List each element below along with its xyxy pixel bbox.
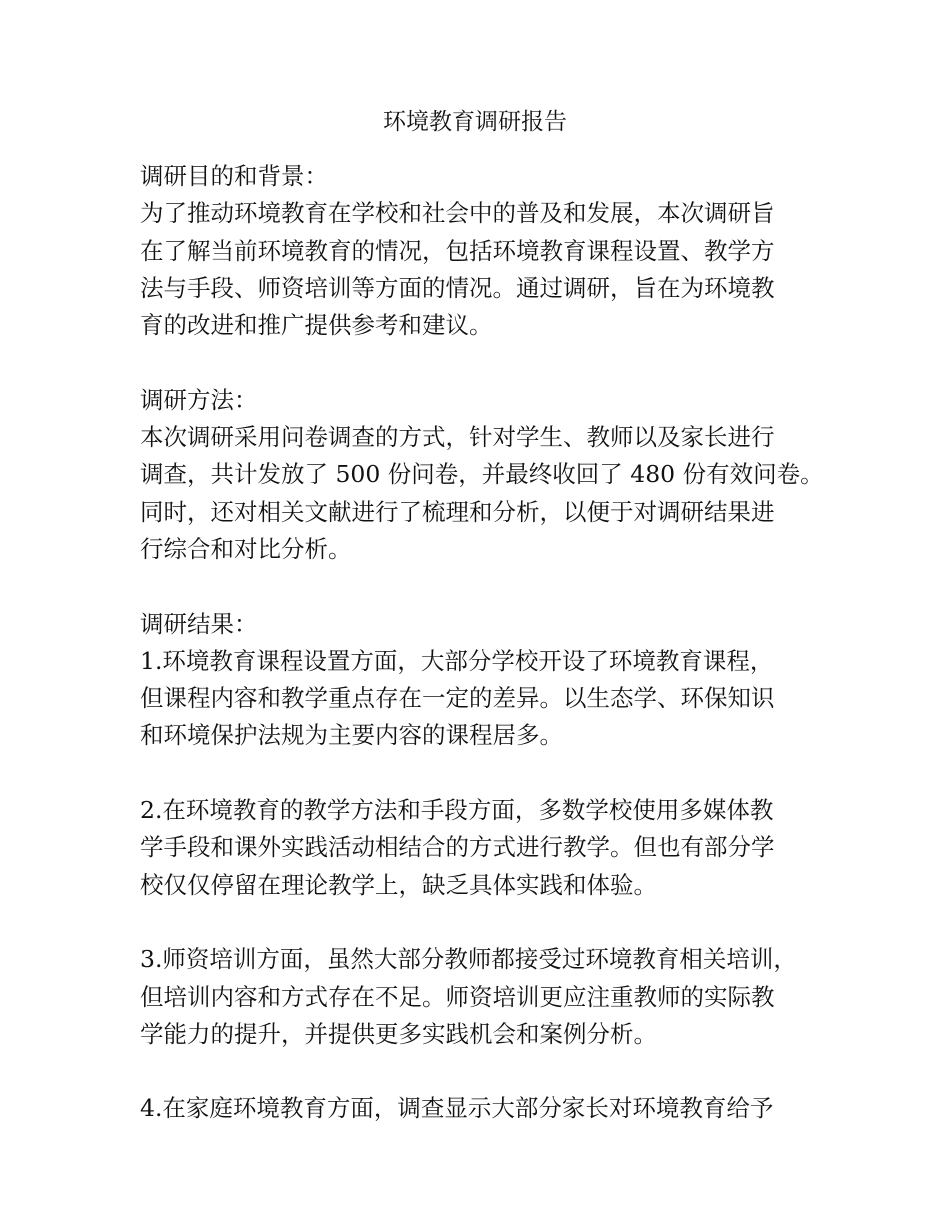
paragraph-line: 4.在家庭环境教育方面，调查显示大部分家长对环境教育给予 — [140, 1094, 774, 1123]
paragraph-line: 3.师资培训方面，虽然大部分教师都接受过环境教育相关培训， — [140, 945, 797, 974]
section-results — [140, 606, 820, 755]
paragraph-line: 校仅仅停留在理论教学上，缺乏具体实践和体验。 — [140, 870, 657, 899]
paragraph-line: 和环境保护法规为主要内容的课程居多。 — [140, 721, 563, 750]
document-body — [140, 158, 824, 1128]
paragraph-spacer — [140, 568, 820, 605]
document-title: 环境教育调研报告 — [383, 109, 567, 135]
section-purpose — [140, 158, 820, 344]
finding-teacher-training — [140, 941, 820, 1053]
paragraph-line: 法与手段、师资培训等方面的情况。通过调研，旨在为环境教 — [140, 273, 775, 302]
section-heading: 调研方法： — [140, 385, 258, 414]
paragraph-line: 2.在环境教育的教学方法和手段方面，多数学校使用多媒体教 — [140, 796, 774, 825]
paragraph-line: 但培训内容和方式存在不足。师资培训更应注重教师的实际教 — [140, 982, 775, 1011]
paragraph-line: 在了解当前环境教育的情况，包括环境教育课程设置、教学方 — [140, 236, 775, 265]
paragraph-line: 本次调研采用问卷调查的方式，针对学生、教师以及家长进行 — [140, 423, 775, 452]
section-heading: 调研结果： — [140, 609, 258, 638]
paragraph-spacer — [140, 755, 820, 792]
paragraph-spacer — [140, 344, 820, 381]
section-heading: 调研目的和背景： — [140, 162, 328, 190]
paragraph-line: 学能力的提升，并提供更多实践机会和案例分析。 — [140, 1019, 657, 1048]
paragraph-line: 行综合和对比分析。 — [140, 534, 352, 563]
paragraph-spacer — [140, 904, 820, 941]
finding-teaching-methods — [140, 792, 820, 904]
paragraph-line: 同时，还对相关文献进行了梳理和分析，以便于对调研结果进 — [140, 497, 775, 526]
paragraph-line: 调查，共计发放了 500 份问卷，并最终收回了 480 份有效问卷。 — [140, 460, 824, 489]
finding-family-education — [140, 1090, 820, 1127]
paragraph-line: 但课程内容和教学重点存在一定的差异。以生态学、环保知识 — [140, 684, 775, 713]
paragraph-spacer — [140, 1053, 820, 1090]
section-method — [140, 382, 824, 568]
paragraph-line: 1.环境教育课程设置方面，大部分学校开设了环境教育课程， — [140, 646, 774, 675]
paragraph-line: 为了推动环境教育在学校和社会中的普及和发展，本次调研旨 — [140, 199, 775, 228]
paragraph-line: 育的改进和推广提供参考和建议。 — [140, 311, 493, 340]
paragraph-line: 学手段和课外实践活动相结合的方式进行教学。但也有部分学 — [140, 833, 775, 862]
